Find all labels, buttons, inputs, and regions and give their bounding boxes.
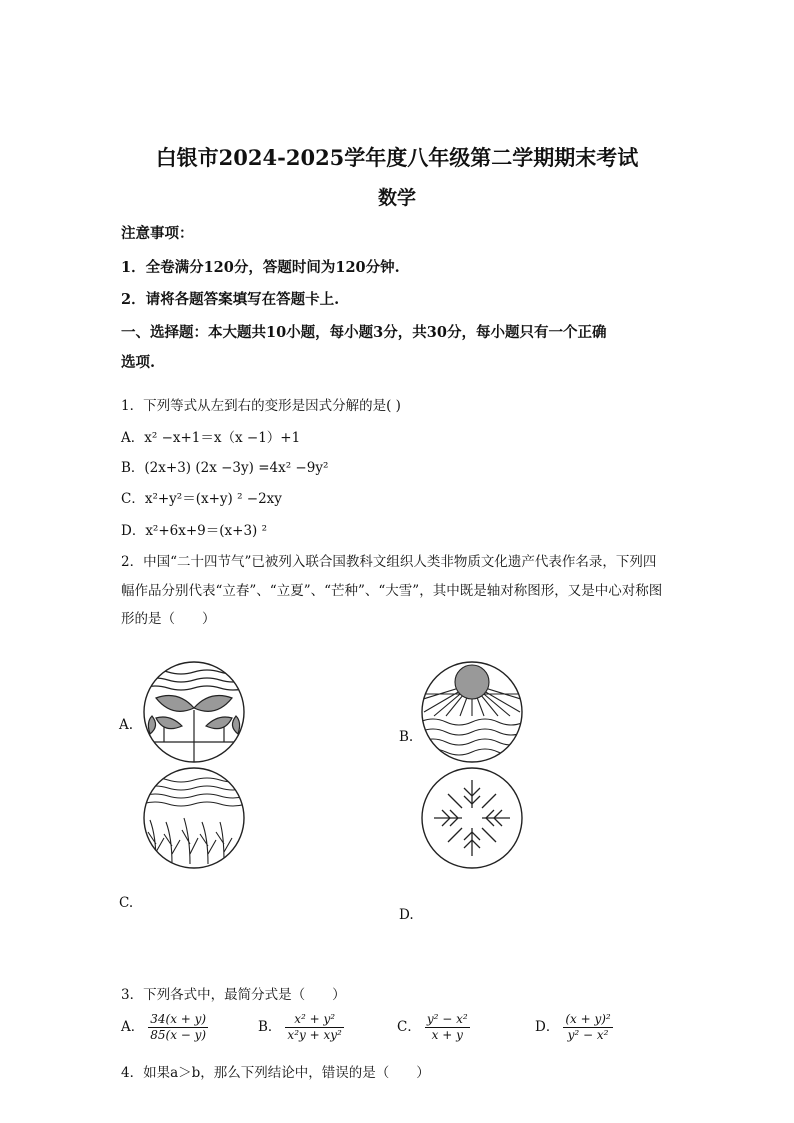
question-2-line-1: 2．中国“二十四节气”已被列入联合国教科文组织人类非物质文化遗产代表作名录，下列四 — [121, 554, 657, 570]
question-2-label-d: D. — [399, 907, 414, 923]
section-heading-cont: 选项. — [121, 354, 156, 371]
question-2-label-b: B. — [399, 729, 414, 745]
question-1-option-a: A．x² −x+1＝x（x −1）+1 — [121, 430, 301, 446]
grain-field-emblem-image — [142, 766, 246, 870]
notice-heading: 注意事项： — [121, 225, 194, 242]
question-2-line-3: 形的是（ ） — [121, 611, 216, 627]
question-2-line-2: 幅作品分别代表“立春”、“立夏”、“芒种”、“大雪”，其中既是轴对称图形，又是中心对称图 — [121, 583, 663, 599]
question-1-option-d: D．x²+6x+9＝(x+3) ² — [121, 523, 268, 539]
sun-waves-emblem-image — [420, 660, 524, 764]
section-heading: 一、选择题：本大题共10小题，每小题3分，共30分，每小题只有一个正确 — [121, 324, 607, 341]
question-3-option-d: D． $\frac{\text{(x + y)²}}{\text{y² − x²}}$ — [535, 1012, 611, 1042]
question-3-option-c: C． $\frac{\text{y² − x²}}{x + y}$ — [397, 1012, 468, 1042]
question-2-label-c: C. — [119, 895, 134, 911]
snowflake-emblem-image — [420, 766, 524, 870]
question-2-label-a: A. — [119, 717, 134, 733]
question-3-option-a: A． $\frac{34(x + y)}{85(x - y)}$ — [121, 1012, 207, 1042]
question-3-option-b: B． $\frac{\text{x² + y²}}{\text{x²y + xy²}}$ — [258, 1012, 342, 1042]
question-4-stem: 4．如果a＞b，那么下列结论中，错误的是（ ） — [121, 1065, 430, 1081]
subject-title: 数学 — [377, 187, 416, 209]
question-1-stem: 1．下列等式从左到右的变形是因式分解的是( ) — [121, 398, 401, 414]
question-1-option-b: B．(2x+3) (2x −3y) =4x² −9y² — [121, 460, 329, 476]
question-1-option-c: C．x²+y²＝(x+y) ² −2xy — [121, 491, 282, 507]
exam-title: 白银市2024-2025学年度八年级第二学期期末考试 — [155, 145, 639, 170]
question-3-stem: 3．下列各式中，最简分式是（ ） — [121, 987, 346, 1003]
notice-item-1: 1．全卷满分120分，答题时间为120分钟. — [121, 259, 400, 276]
notice-item-2: 2．请将各题答案填写在答题卡上. — [121, 291, 340, 308]
sprout-emblem-image — [142, 660, 246, 764]
